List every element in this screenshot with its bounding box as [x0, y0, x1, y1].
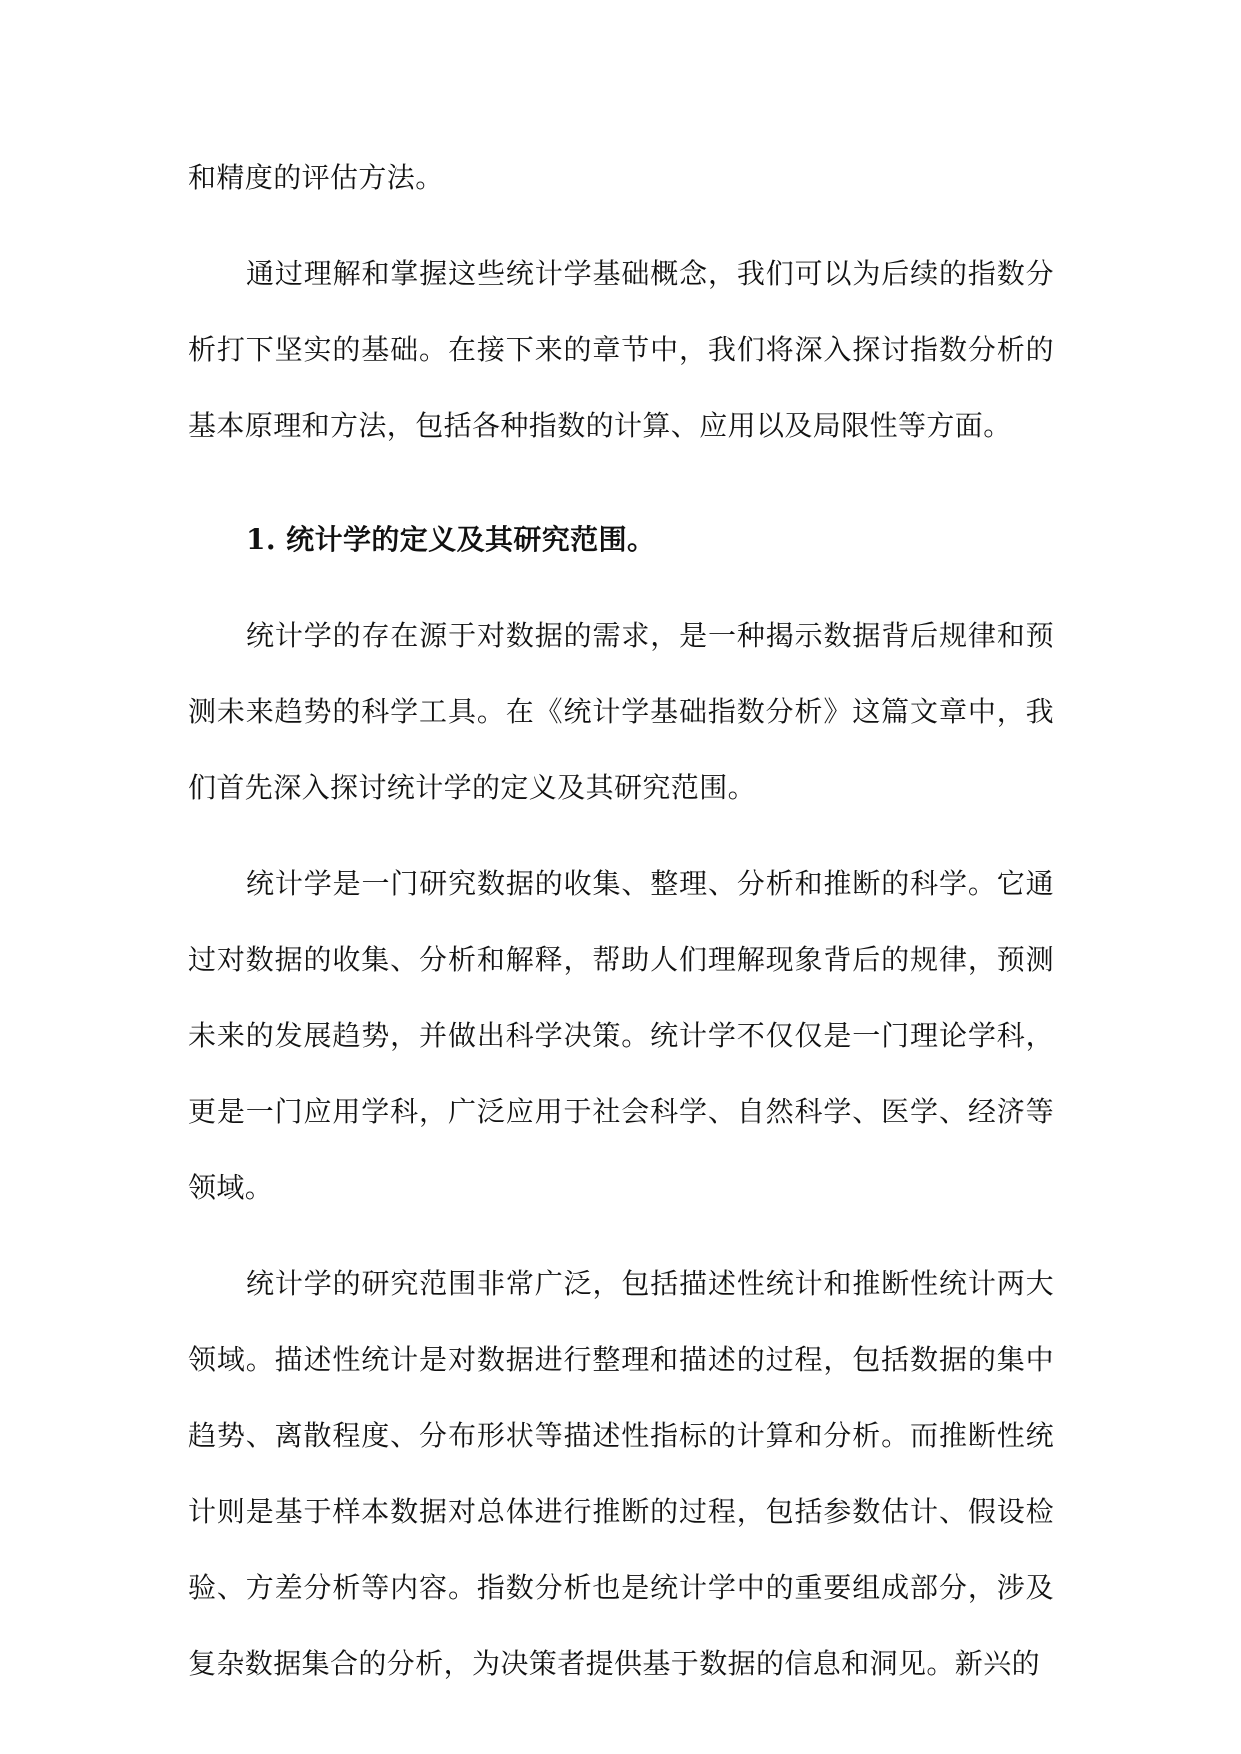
document-body	[188, 140, 1054, 1722]
section-heading: 1. 统计学的定义及其研究范围。	[246, 523, 656, 556]
paragraph-continued: 和精度的评估方法。	[188, 161, 444, 194]
paragraph-statistics-definition: 统计学是一门研究数据的收集、整理、分析和推断的科学。它通过对数据的收集、分析和解释，帮助人们理解现象背后的规律，预测未来的发展趋势，并做出科学决策。统计学不仅仅是一门理论学科，更是一门应用学科，广泛应用于社会科学、自然科学、医学、经济等领域。	[188, 867, 1054, 1204]
paragraph-statistics-scope: 统计学的研究范围非常广泛，包括描述性统计和推断性统计两大领域。描述性统计是对数据进行整理和描述的过程，包括数据的集中趋势、离散程度、分布形状等描述性指标的计算和分析。而推断性统计则是基于样本数据对总体进行推断的过程，包括参数估计、假设检验、方差分析等内容。指数分析也是统计学中的重要组成部分，涉及复杂数据集合的分析，为决策者提供基于数据的信息和洞见。新兴的	[188, 1267, 1054, 1680]
paragraph-statistics-purpose: 统计学的存在源于对数据的需求，是一种揭示数据背后规律和预测未来趋势的科学工具。在《统计学基础指数分析》这篇文章中，我们首先深入探讨统计学的定义及其研究范围。	[188, 619, 1054, 804]
paragraph-intro-summary: 通过理解和掌握这些统计学基础概念，我们可以为后续的指数分析打下坚实的基础。在接下来的章节中，我们将深入探讨指数分析的基本原理和方法，包括各种指数的计算、应用以及局限性等方面。	[188, 257, 1054, 442]
